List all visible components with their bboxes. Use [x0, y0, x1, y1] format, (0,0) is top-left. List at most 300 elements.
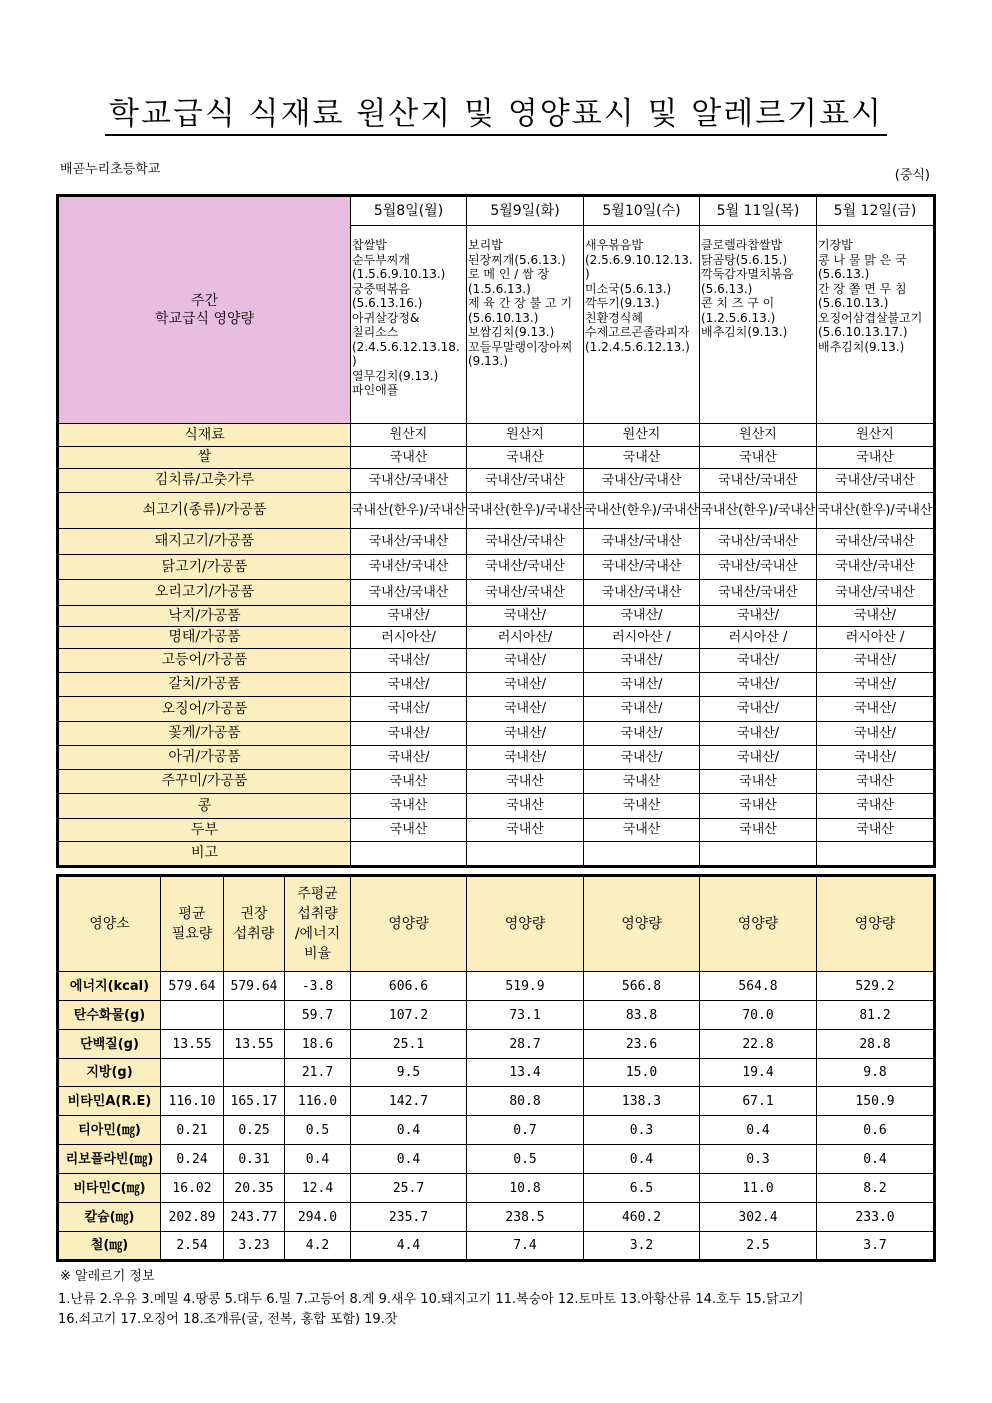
recommended-value	[224, 1001, 285, 1030]
menu-item: (2.4.5.6.12.13.18.	[352, 339, 460, 354]
menu-item: (1.5.6.13.)	[468, 281, 531, 296]
origin-value: 국내산	[351, 794, 467, 819]
menu-item: 깍두기(9.13.)	[585, 296, 660, 310]
weekly-label-text: 주간 학교급식 영양량	[154, 293, 255, 327]
origin-value: 국내산(한우)/국내산	[584, 493, 700, 529]
date-header: 5월9일(화)	[467, 197, 584, 226]
nutrition-row	[59, 1087, 934, 1116]
allergy-list	[58, 1290, 938, 1330]
nutrition-row	[59, 1059, 934, 1087]
origin-value: 국내산/국내산	[817, 555, 934, 580]
menu-item: (5.6.10.13.)	[818, 296, 889, 310]
amount-value: 4.4	[351, 1232, 467, 1260]
amount-value: 107.2	[351, 1001, 467, 1030]
origin-value: 원산지	[584, 424, 700, 447]
origin-value	[467, 842, 584, 866]
origin-row	[59, 794, 934, 819]
menu-item: (5.6.13.)	[701, 281, 753, 296]
menu-cell	[700, 226, 817, 424]
origin-value: 국내산/	[351, 746, 467, 770]
allergy-line: 1.난류 2.우유 3.메밀 4.땅콩 5.대두 6.밀 7.고등어 8.게 9.새우 10.돼지고기 11.복숭아 12.토마토 13.아황산류 14.호두 15.닭고기	[58, 1292, 804, 1307]
origin-label: 쌀	[59, 447, 351, 469]
origin-row	[59, 627, 934, 649]
menu-item: 찹쌀밥	[352, 238, 387, 252]
origin-row	[59, 722, 934, 746]
amount-value: 9.5	[351, 1059, 467, 1087]
origin-value: 국내산/	[584, 673, 700, 697]
origin-value: 국내산/국내산	[584, 529, 700, 555]
weekly-label	[59, 197, 351, 424]
amount-value: 0.4	[584, 1145, 700, 1174]
origin-value	[700, 842, 817, 866]
nutrient-label: 티아민(㎎)	[59, 1116, 161, 1145]
origin-value: 국내산/	[700, 606, 817, 627]
recommended-value: 579.64	[224, 972, 285, 1001]
amount-value: 566.8	[584, 972, 700, 1001]
nutrient-label: 비타민A(R.E)	[59, 1087, 161, 1116]
amount-value: 83.8	[584, 1001, 700, 1030]
origin-label: 명태/가공품	[59, 627, 351, 649]
origin-value: 국내산/	[584, 606, 700, 627]
avg-need-value: 0.24	[161, 1145, 224, 1174]
recommended-value: 0.31	[224, 1145, 285, 1174]
amount-header: 영양량	[817, 877, 934, 972]
origin-value: 국내산/	[584, 746, 700, 770]
origin-value: 국내산	[467, 770, 584, 794]
origin-value: 원산지	[467, 424, 584, 447]
menu-item: 열무김치(9.13.)	[352, 368, 439, 383]
ratio-value: 0.5	[285, 1116, 351, 1145]
origin-value: 국내산/국내산	[700, 529, 817, 555]
origin-value: 국내산/	[467, 649, 584, 673]
menu-item: 궁중떡볶음	[352, 281, 410, 296]
amount-value: 460.2	[584, 1203, 700, 1232]
recommended-value: 0.25	[224, 1116, 285, 1145]
origin-value: 국내산(한우)/국내산	[467, 493, 584, 529]
origin-label: 비고	[59, 842, 351, 866]
amount-value: 25.1	[351, 1030, 467, 1059]
amount-value: 3.2	[584, 1232, 700, 1260]
menu-item: )	[352, 354, 357, 368]
amount-value: 11.0	[700, 1174, 817, 1203]
origin-table	[58, 196, 934, 866]
origin-value: 국내산/	[817, 746, 934, 770]
origin-label: 고등어/가공품	[59, 649, 351, 673]
origin-row	[59, 842, 934, 866]
origin-label: 돼지고기/가공품	[59, 529, 351, 555]
origin-value: 국내산/국내산	[817, 580, 934, 606]
amount-value: 142.7	[351, 1087, 467, 1116]
nutrient-label: 단백질(g)	[59, 1030, 161, 1059]
amount-value: 10.8	[467, 1174, 584, 1203]
ratio-header: 주평균 섭취량 /에너지 비율	[285, 877, 351, 972]
origin-value: 국내산/	[700, 697, 817, 722]
origin-value: 원산지	[700, 424, 817, 447]
menu-item: 배추김치(9.13.)	[818, 339, 905, 354]
ratio-value: 116.0	[285, 1087, 351, 1116]
amount-value: 7.4	[467, 1232, 584, 1260]
menu-item: 꼬들무말랭이장아찌	[468, 339, 573, 354]
origin-value: 러시아산 /	[817, 627, 934, 649]
amount-value: 564.8	[700, 972, 817, 1001]
menu-cell	[584, 226, 700, 424]
menu-item: 아귀살강정&	[352, 310, 420, 325]
origin-value: 국내산/	[584, 722, 700, 746]
origin-value: 국내산	[584, 770, 700, 794]
amount-value: 8.2	[817, 1174, 934, 1203]
origin-label: 콩	[59, 794, 351, 819]
amount-value: 238.5	[467, 1203, 584, 1232]
origin-value: 국내산/	[467, 746, 584, 770]
origin-row	[59, 493, 934, 529]
origin-value: 국내산/	[817, 673, 934, 697]
amount-value: 233.0	[817, 1203, 934, 1232]
amount-value: 0.4	[817, 1145, 934, 1174]
amount-value: 0.4	[700, 1116, 817, 1145]
origin-value: 국내산/	[467, 697, 584, 722]
origin-value: 국내산/	[351, 697, 467, 722]
origin-value: 국내산/국내산	[700, 555, 817, 580]
origin-value: 국내산/	[351, 649, 467, 673]
nutrient-label: 에너지(kcal)	[59, 972, 161, 1001]
menu-item: (1.2.4.5.6.12.13.)	[585, 339, 690, 354]
ratio-value: 0.4	[285, 1145, 351, 1174]
avg-need-value: 202.89	[161, 1203, 224, 1232]
origin-value: 국내산/	[700, 722, 817, 746]
origin-value: 국내산/	[817, 649, 934, 673]
ratio-value: 59.7	[285, 1001, 351, 1030]
origin-value: 국내산	[351, 447, 467, 469]
origin-value: 국내산	[817, 794, 934, 819]
origin-value: 국내산(한우)/국내산	[817, 493, 934, 529]
menu-item: 새우볶음밥	[585, 238, 643, 252]
page-title: 학교급식 식재료 원산지 및 영양표시 및 알레르기표시	[0, 88, 992, 133]
menu-item: 닭곰탕(5.6.15.)	[701, 252, 788, 267]
recommended-value: 243.77	[224, 1203, 285, 1232]
origin-value: 국내산/국내산	[817, 469, 934, 493]
nutrition-table	[58, 876, 934, 1260]
date-row	[59, 197, 934, 226]
origin-value: 국내산/	[467, 606, 584, 627]
amount-value: 80.8	[467, 1087, 584, 1116]
menu-item: (5.6.10.13.17.)	[818, 325, 908, 339]
avg-need-value: 579.64	[161, 972, 224, 1001]
origin-value: 원산지	[351, 424, 467, 447]
menu-item: 보리밥	[468, 238, 503, 252]
menu-item: 로 메 인 / 쌈 장	[468, 267, 550, 281]
origin-value: 국내산/국내산	[351, 529, 467, 555]
origin-row	[59, 555, 934, 580]
menu-item: 순두부찌개	[352, 252, 410, 267]
origin-value: 국내산	[467, 794, 584, 819]
menu-item: (2.5.6.9.10.12.13.	[585, 252, 693, 267]
menu-item: 제 육 간 장 불 고 기	[468, 296, 573, 310]
amount-value: 15.0	[584, 1059, 700, 1087]
recommended-value: 13.55	[224, 1030, 285, 1059]
nutrition-row	[59, 972, 934, 1001]
origin-value: 국내산	[700, 447, 817, 469]
origin-value	[817, 842, 934, 866]
menu-item: 콘 치 즈 구 이	[701, 296, 775, 310]
amount-value: 150.9	[817, 1087, 934, 1116]
avg-need-value: 16.02	[161, 1174, 224, 1203]
origin-value	[351, 842, 467, 866]
amount-value: 22.8	[700, 1030, 817, 1059]
nutrient-label: 리보플라빈(㎎)	[59, 1145, 161, 1174]
origin-value: 국내산/국내산	[817, 529, 934, 555]
amount-value: 0.3	[584, 1116, 700, 1145]
origin-row	[59, 673, 934, 697]
ratio-value: 21.7	[285, 1059, 351, 1087]
menu-item: 칠리소스	[352, 325, 399, 339]
amount-header: 영양량	[467, 877, 584, 972]
menu-item: (5.6.13.)	[818, 267, 870, 281]
meal-type: (중식)	[894, 168, 930, 183]
avg-need-value: 116.10	[161, 1087, 224, 1116]
date-header: 5월 12일(금)	[817, 197, 934, 226]
ratio-value: 294.0	[285, 1203, 351, 1232]
origin-value: 국내산/	[584, 649, 700, 673]
origin-value: 국내산/	[351, 722, 467, 746]
origin-value: 국내산/	[817, 606, 934, 627]
origin-value: 국내산	[817, 447, 934, 469]
menu-item: 오징어삼겹살불고기	[818, 310, 923, 325]
allergy-title: ※ 알레르기 정보	[60, 1269, 155, 1284]
origin-value: 러시아산 /	[700, 627, 817, 649]
nutrition-row	[59, 1174, 934, 1203]
amount-value: 519.9	[467, 972, 584, 1001]
origin-value: 국내산	[817, 770, 934, 794]
date-header: 5월 11일(목)	[700, 197, 817, 226]
origin-label: 오징어/가공품	[59, 697, 351, 722]
origin-label: 갈치/가공품	[59, 673, 351, 697]
amount-value: 0.4	[351, 1145, 467, 1174]
origin-row	[59, 770, 934, 794]
nutrient-label: 칼슘(㎎)	[59, 1203, 161, 1232]
recommended-value: 165.17	[224, 1087, 285, 1116]
amount-value: 0.4	[351, 1116, 467, 1145]
origin-value: 국내산/	[700, 746, 817, 770]
menu-item: 보쌈김치(9.13.)	[468, 325, 555, 339]
origin-row	[59, 606, 934, 627]
origin-value: 국내산/국내산	[584, 469, 700, 493]
amount-value: 2.5	[700, 1232, 817, 1260]
origin-value: 러시아산/	[351, 627, 467, 649]
menu-item: 콩 나 물 맑 은 국	[818, 252, 907, 267]
origin-label: 두부	[59, 819, 351, 842]
amount-value: 19.4	[700, 1059, 817, 1087]
origin-label: 쇠고기(종류)/가공품	[59, 493, 351, 529]
menu-item: 미소국(5.6.13.)	[585, 281, 672, 296]
origin-value: 국내산/국내산	[351, 469, 467, 493]
origin-value: 국내산/	[700, 673, 817, 697]
origin-value: 국내산	[351, 770, 467, 794]
origin-value: 국내산/국내산	[584, 555, 700, 580]
origin-value: 국내산/국내산	[467, 555, 584, 580]
origin-label: 낙지/가공품	[59, 606, 351, 627]
recommended-value: 3.23	[224, 1232, 285, 1260]
origin-value: 국내산/국내산	[467, 580, 584, 606]
origin-value: 국내산(한우)/국내산	[700, 493, 817, 529]
nutrition-row	[59, 1232, 934, 1260]
origin-value: 국내산/	[817, 722, 934, 746]
amount-value: 81.2	[817, 1001, 934, 1030]
school-name: 배곧누리초등학교	[60, 162, 161, 177]
date-header: 5월8일(월)	[351, 197, 467, 226]
avg-need-header: 평균 필요량	[161, 877, 224, 972]
amount-value: 9.8	[817, 1059, 934, 1087]
origin-value: 국내산/	[467, 673, 584, 697]
origin-row	[59, 529, 934, 555]
origin-value: 국내산/국내산	[351, 555, 467, 580]
origin-value	[584, 842, 700, 866]
origin-label: 꽃게/가공품	[59, 722, 351, 746]
menu-item: 클로렐라찹쌀밥	[701, 238, 783, 252]
origin-value: 국내산/국내산	[700, 580, 817, 606]
origin-value: 국내산/국내산	[700, 469, 817, 493]
amount-value: 13.4	[467, 1059, 584, 1087]
origin-value: 국내산/국내산	[467, 469, 584, 493]
nutrition-row	[59, 1001, 934, 1030]
origin-value: 국내산/국내산	[584, 580, 700, 606]
origin-row	[59, 746, 934, 770]
origin-label: 아귀/가공품	[59, 746, 351, 770]
avg-need-value	[161, 1001, 224, 1030]
origin-value: 국내산/국내산	[467, 529, 584, 555]
origin-value: 국내산	[817, 819, 934, 842]
origin-value: 국내산	[467, 819, 584, 842]
nutrition-row	[59, 1116, 934, 1145]
amount-value: 73.1	[467, 1001, 584, 1030]
origin-label: 오리고기/가공품	[59, 580, 351, 606]
nutrient-label: 탄수화물(g)	[59, 1001, 161, 1030]
origin-label: 주꾸미/가공품	[59, 770, 351, 794]
amount-value: 0.7	[467, 1116, 584, 1145]
origin-value: 원산지	[817, 424, 934, 447]
amount-value: 0.3	[700, 1145, 817, 1174]
menu-item: 간 장 쫄 면 무 침	[818, 281, 907, 296]
origin-value: 국내산	[584, 794, 700, 819]
origin-value: 러시아산/	[467, 627, 584, 649]
avg-need-value: 13.55	[161, 1030, 224, 1059]
origin-value: 러시아산 /	[584, 627, 700, 649]
origin-value: 국내산/	[700, 649, 817, 673]
origin-row	[59, 697, 934, 722]
origin-row	[59, 447, 934, 469]
menu-cell	[467, 226, 584, 424]
nutrient-header: 영양소	[59, 877, 161, 972]
nutrient-label: 지방(g)	[59, 1059, 161, 1087]
amount-value: 6.5	[584, 1174, 700, 1203]
origin-value: 국내산/	[584, 697, 700, 722]
avg-need-value	[161, 1059, 224, 1087]
origin-value: 국내산(한우)/국내산	[351, 493, 467, 529]
origin-row	[59, 819, 934, 842]
menu-item: 친환경식혜	[585, 310, 643, 325]
amount-value: 0.6	[817, 1116, 934, 1145]
menu-item: 수제고르곤졸라피자	[585, 325, 690, 339]
ratio-value: 18.6	[285, 1030, 351, 1059]
amount-value: 28.7	[467, 1030, 584, 1059]
menu-item: 깍둑감자멸치볶음	[701, 267, 794, 281]
amount-value: 235.7	[351, 1203, 467, 1232]
nutrient-label: 비타민C(㎎)	[59, 1174, 161, 1203]
menu-item: )	[585, 267, 590, 281]
nutrition-row	[59, 1030, 934, 1059]
amount-value: 0.5	[467, 1145, 584, 1174]
menu-item: (5.6.13.16.)	[352, 296, 423, 310]
amount-value: 529.2	[817, 972, 934, 1001]
origin-value: 국내산/국내산	[351, 580, 467, 606]
nutrition-header-row	[59, 877, 934, 972]
recommended-value	[224, 1059, 285, 1087]
ratio-value: 12.4	[285, 1174, 351, 1203]
amount-value: 23.6	[584, 1030, 700, 1059]
origin-row	[59, 424, 934, 447]
origin-value: 국내산	[700, 770, 817, 794]
nutrient-label: 철(㎎)	[59, 1232, 161, 1260]
allergy-line: 16.쇠고기 17.오징어 18.조개류(굴, 전복, 홍합 포함) 19.잣	[58, 1312, 398, 1327]
origin-value: 국내산/	[351, 606, 467, 627]
menu-item: 된장찌개(5.6.13.)	[468, 252, 566, 267]
amount-value: 138.3	[584, 1087, 700, 1116]
avg-need-value: 2.54	[161, 1232, 224, 1260]
amount-value: 67.1	[700, 1087, 817, 1116]
amount-value: 3.7	[817, 1232, 934, 1260]
amount-header: 영양량	[351, 877, 467, 972]
amount-value: 70.0	[700, 1001, 817, 1030]
nutrition-row	[59, 1145, 934, 1174]
origin-value: 국내산/	[817, 697, 934, 722]
menu-item: (1.5.6.9.10.13.)	[352, 267, 446, 281]
amount-value: 606.6	[351, 972, 467, 1001]
origin-value: 국내산/	[351, 673, 467, 697]
amount-value: 25.7	[351, 1174, 467, 1203]
origin-row	[59, 649, 934, 673]
origin-value: 국내산	[584, 819, 700, 842]
origin-value: 국내산	[584, 447, 700, 469]
menu-item: 파인애플	[352, 383, 399, 397]
ratio-value: -3.8	[285, 972, 351, 1001]
origin-value: 국내산	[351, 819, 467, 842]
origin-label: 김치류/고춧가루	[59, 469, 351, 493]
origin-row	[59, 469, 934, 493]
recommended-value: 20.35	[224, 1174, 285, 1203]
origin-row	[59, 580, 934, 606]
menu-item: 배추김치(9.13.)	[701, 325, 788, 339]
menu-item: 기장밥	[818, 238, 853, 252]
amount-value: 28.8	[817, 1030, 934, 1059]
avg-need-value: 0.21	[161, 1116, 224, 1145]
origin-label: 식재료	[59, 424, 351, 447]
origin-label: 닭고기/가공품	[59, 555, 351, 580]
origin-value: 국내산	[700, 794, 817, 819]
menu-cell	[351, 226, 467, 424]
ratio-value: 4.2	[285, 1232, 351, 1260]
recommended-header: 권장 섭취량	[224, 877, 285, 972]
amount-value: 302.4	[700, 1203, 817, 1232]
date-header: 5월10일(수)	[584, 197, 700, 226]
origin-value: 국내산/	[467, 722, 584, 746]
amount-header: 영양량	[584, 877, 700, 972]
nutrition-row	[59, 1203, 934, 1232]
menu-item: (1.2.5.6.13.)	[701, 310, 776, 325]
menu-item: (9.13.)	[468, 354, 508, 368]
menu-item: (5.6.10.13.)	[468, 310, 539, 325]
origin-value: 국내산	[700, 819, 817, 842]
amount-header: 영양량	[700, 877, 817, 972]
origin-value: 국내산	[467, 447, 584, 469]
